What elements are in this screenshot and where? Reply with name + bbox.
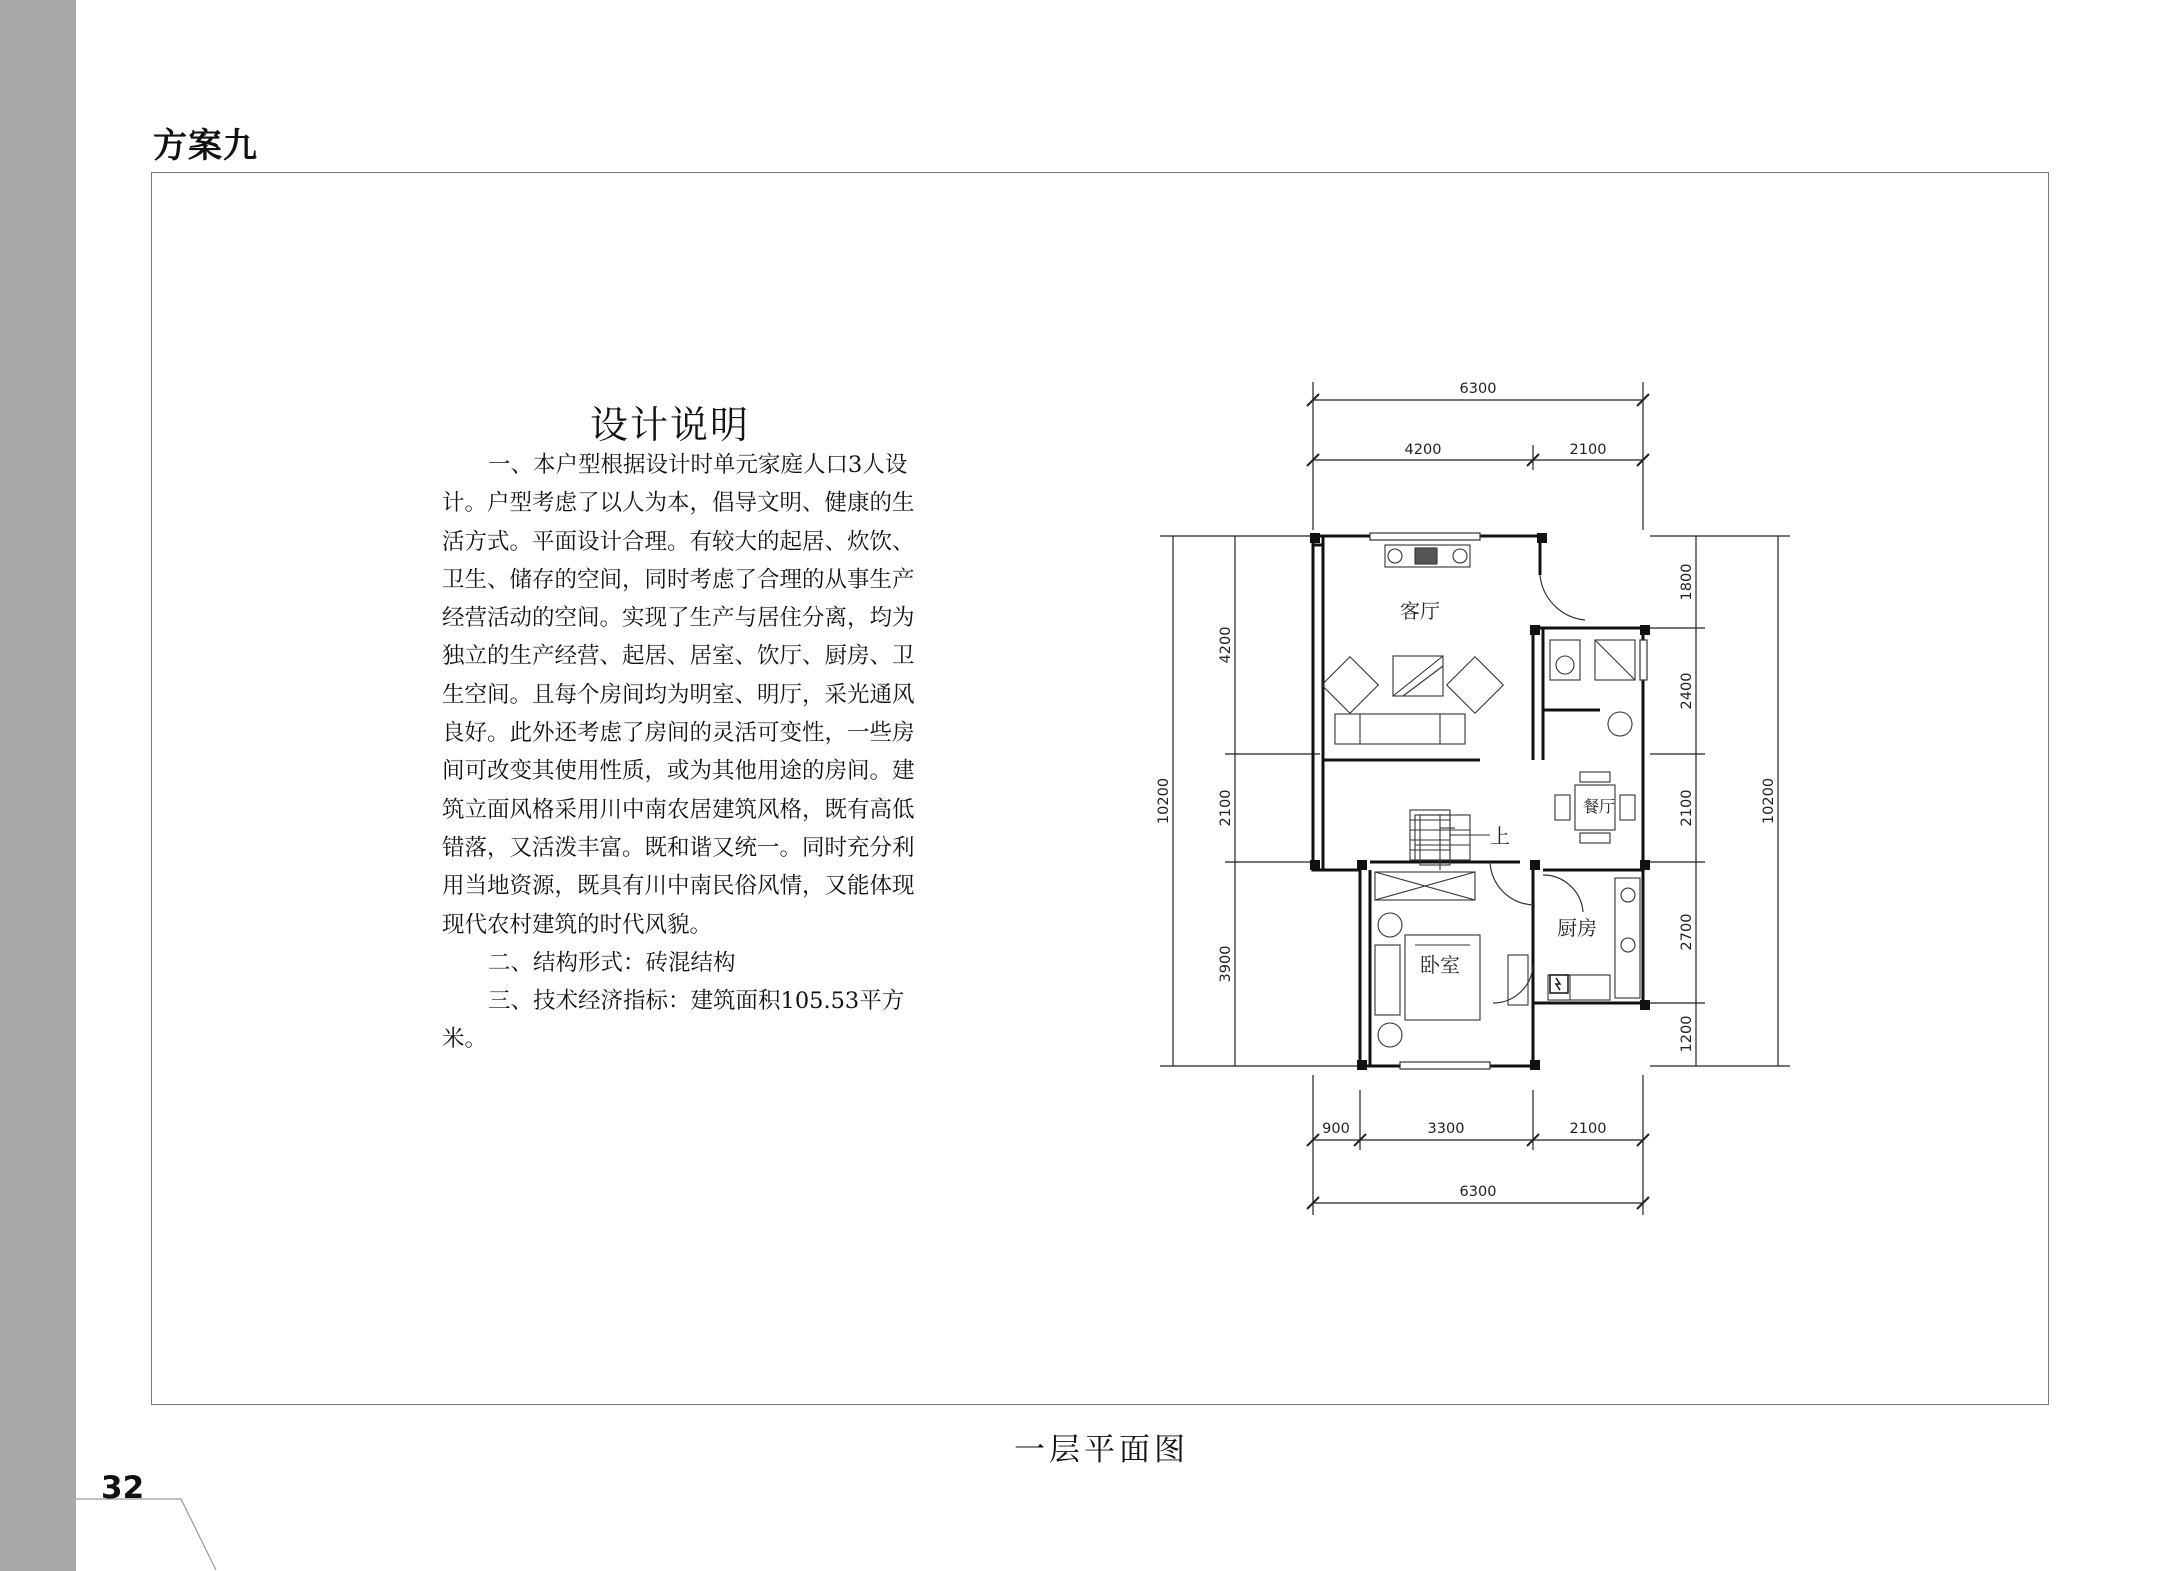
page-number: 32 (101, 1470, 145, 1506)
side-margin-strip (0, 0, 76, 1571)
room-label-dining: 餐厅 (1583, 797, 1616, 816)
description-paragraph-2: 二、结构形式：砖混结构 (488, 949, 736, 976)
scheme-title: 方案九 (153, 126, 258, 166)
dim-right-b: 2400 (1679, 672, 1695, 710)
dim-left-total: 10200 (1156, 777, 1172, 825)
dim-top-total: 6300 (1459, 381, 1497, 397)
dim-bottom-total: 6300 (1459, 1184, 1497, 1200)
dim-right-e: 1200 (1679, 1015, 1695, 1053)
dim-bottom-b: 3300 (1427, 1121, 1465, 1137)
dim-right-total: 10200 (1761, 777, 1777, 825)
dim-right-d: 2700 (1679, 913, 1695, 951)
dim-top-left: 4200 (1404, 442, 1442, 458)
dim-right-c: 2100 (1679, 789, 1695, 827)
dim-right-a: 1800 (1679, 563, 1695, 601)
plan-caption: 一层平面图 (1014, 1432, 1189, 1468)
dim-left-c: 3900 (1218, 945, 1234, 983)
dim-bottom-c: 2100 (1569, 1121, 1607, 1137)
stair-up-label: 上 (1490, 824, 1510, 848)
dim-left-a: 4200 (1218, 626, 1234, 664)
dim-top-right: 2100 (1569, 442, 1607, 458)
description-paragraph-1: 一、本户型根据设计时单元家庭人口3人设计。户型考虑了以人为本，倡导文明、健康的生活方式。平面设计合理。有较大的起居、炊饮、卫生、储存的空间，同时考虑了合理的从事生产经营活动的空间。实现了生产与居住分离，均为独立的生产经营、起居、居室、饮厅、厨房、卫生空间。且每个房间均为明室、明厅，采光通风良好。此外还考虑了房间的灵活可变性，一些房间可改变其使用性质，或为其他用途的房间。建筑立面风格采用川中南农居建筑风格，既有高低错落，又活泼丰富。既和谐又统一。同时充分利用当地资源，既具有川中南民俗风情，又能体现现代农村建筑的时代风貌。 (442, 452, 915, 938)
page-corner-tab (76, 1498, 226, 1571)
room-label-kitchen: 厨房 (1557, 916, 1597, 940)
dim-left-b: 2100 (1218, 789, 1234, 827)
description-body (442, 446, 922, 1059)
description-title: 设计说明 (590, 403, 751, 447)
dim-bottom-a: 900 (1322, 1121, 1350, 1137)
description-paragraph-3: 三、技术经济指标：建筑面积105.53平方米。 (442, 988, 905, 1053)
floor-plan (1140, 370, 1800, 1240)
room-label-bedroom: 卧室 (1420, 953, 1460, 977)
room-label-living: 客厅 (1400, 599, 1440, 623)
